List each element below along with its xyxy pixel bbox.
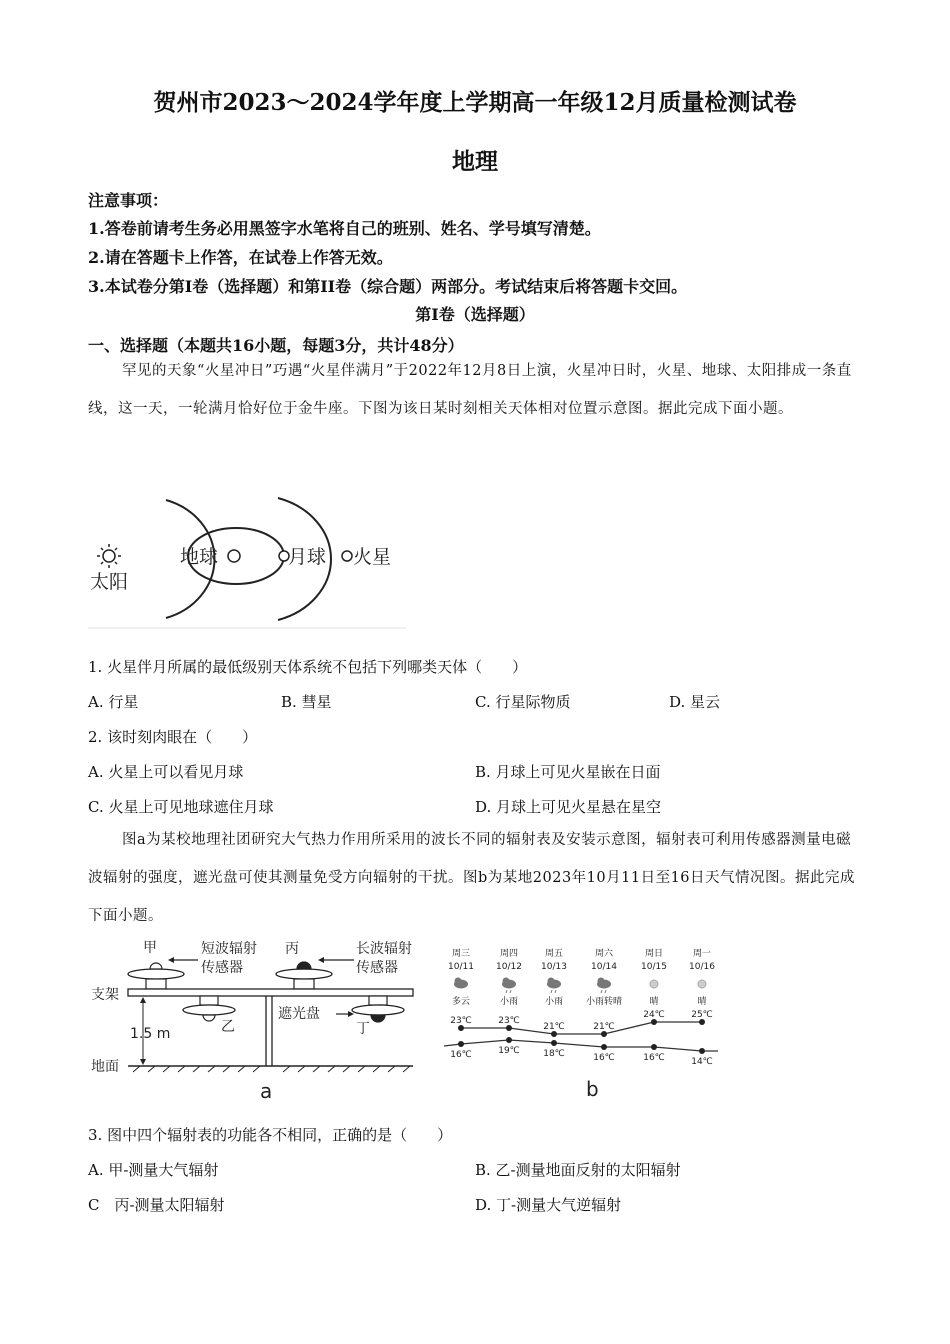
weather-day xyxy=(448,948,474,1007)
weather-label: 小雨 xyxy=(499,997,519,1007)
weather-label: 小雨转晴 xyxy=(585,997,623,1007)
question-1-option-c[interactable]: C. 行星际物质 xyxy=(475,693,571,711)
date-label: 10/14 xyxy=(591,962,617,972)
low-temp-label: 14℃ xyxy=(691,1057,713,1067)
ground-label: 地面 xyxy=(91,1059,119,1075)
question-2-stem: 2. 该时刻肉眼在（ ） xyxy=(88,728,258,746)
cloud-icon xyxy=(454,978,468,989)
ground-hatching xyxy=(133,1066,410,1072)
sun-icon xyxy=(698,980,706,988)
arrow-head xyxy=(140,1059,146,1065)
low-temp-label: 19℃ xyxy=(498,1046,520,1056)
weather-day xyxy=(641,948,667,1007)
notes-heading: 注意事项： xyxy=(88,191,169,210)
low-temp-point xyxy=(506,1037,512,1043)
rain-icon xyxy=(547,978,561,994)
weekday-label: 周五 xyxy=(544,949,564,959)
radiometer-ding xyxy=(352,996,404,1022)
low-temp-label: 16℃ xyxy=(450,1050,472,1060)
label-jia: 甲 xyxy=(143,940,157,956)
weekday-label: 周六 xyxy=(594,949,614,959)
low-temp-label: 16℃ xyxy=(643,1053,665,1063)
weekday-label: 周日 xyxy=(644,949,664,959)
low-temp-point xyxy=(458,1041,464,1047)
note-item: 2.请在答题卡上作答，在试卷上作答无效。 xyxy=(88,248,393,267)
date-label: 10/11 xyxy=(448,962,474,972)
sun-icon xyxy=(97,544,121,568)
high-temp-line xyxy=(461,1022,702,1034)
sun-label: 太阳 xyxy=(90,571,129,593)
date-label: 10/12 xyxy=(496,962,522,972)
low-temp-point xyxy=(601,1044,607,1050)
date-label: 10/16 xyxy=(689,962,715,972)
question-1-stem: 1. 火星伴月所属的最低级别天体系统不包括下列哪类天体（ ） xyxy=(88,658,528,676)
section-heading: 一、选择题（本题共16小题，每题3分，共计48分） xyxy=(88,336,464,355)
note-item: 1.答卷前请考生务必用黑签字水笔将自己的班别、姓名、学号填写清楚。 xyxy=(88,219,601,238)
exam-title: 贺州市2023～2024学年度上学期高一年级12月质量检测试卷 xyxy=(153,89,797,116)
question-3-stem: 3. 图中四个辐射表的功能各不相同，正确的是（ ） xyxy=(88,1126,453,1144)
bracket-label: 支架 xyxy=(91,987,119,1003)
question-3-option-a[interactable]: A. 甲-测量大气辐射 xyxy=(88,1161,219,1179)
figure-b-caption: b xyxy=(586,1077,599,1101)
passage-1: 罕见的天象“火星冲日”巧遇“火星伴满月”于2022年12月8日上演，火星冲日时，火星、地球、太阳排成一条直线，这一天，一轮满月恰好位于金牛座。下图为该日某时刻相关天体相对位置示意图。据此完成下面小题。 xyxy=(88,363,852,417)
passage-2: 图a为某校地理社团研究大气热力作用所采用的波长不同的辐射表及安装示意图，辐射表可利用传感器测量电磁波辐射的强度，遮光盘可使其测量免受方向辐射的干扰。图b为某地2023年10月11日至16日天气情况图。据此完成下面小题。 xyxy=(88,832,856,924)
question-3-option-d[interactable]: D. 丁-测量大气逆辐射 xyxy=(475,1196,622,1214)
label-yi: 乙 xyxy=(221,1019,235,1035)
question-1-option-a[interactable]: A. 行星 xyxy=(88,693,139,711)
weather-label: 多云 xyxy=(451,997,471,1007)
height-label: 1.5 m xyxy=(130,1026,171,1042)
question-2-option-d[interactable]: D. 月球上可见火星悬在星空 xyxy=(475,798,662,816)
low-temp-point xyxy=(551,1040,557,1046)
label-ding: 丁 xyxy=(356,1021,370,1037)
moon-label: 月球 xyxy=(288,546,327,568)
weather-label: 晴 xyxy=(697,997,707,1007)
earth-icon xyxy=(228,550,240,562)
weekday-label: 周四 xyxy=(499,949,519,959)
low-temp-line xyxy=(444,1040,718,1051)
low-temp-point xyxy=(651,1044,657,1050)
short-wave-label-2: 传感器 xyxy=(201,960,243,976)
subject-title: 地理 xyxy=(452,148,498,175)
weekday-label: 周三 xyxy=(451,949,471,959)
weather-label: 晴 xyxy=(649,997,659,1007)
question-3-option-b[interactable]: B. 乙-测量地面反射的太阳辐射 xyxy=(475,1161,681,1179)
radiometer-jia xyxy=(128,963,184,989)
question-2-option-c[interactable]: C. 火星上可见地球遮住月球 xyxy=(88,798,274,816)
question-2-option-b[interactable]: B. 月球上可见火星嵌在日面 xyxy=(475,763,661,781)
low-temp-label: 16℃ xyxy=(593,1053,615,1063)
label-bing: 丙 xyxy=(285,941,299,957)
weather-day xyxy=(586,948,622,1007)
date-label: 10/15 xyxy=(641,962,667,972)
note-item: 3.本试卷分第I卷（选择题）和第II卷（综合题）两部分。考试结束后将答题卡交回。 xyxy=(88,277,688,296)
radiometer-yi xyxy=(183,996,235,1021)
question-2-option-a[interactable]: A. 火星上可以看见月球 xyxy=(88,763,244,781)
long-wave-label: 长波辐射 xyxy=(356,941,412,957)
arrow-head xyxy=(318,957,324,963)
high-temp-label: 21℃ xyxy=(593,1022,615,1032)
question-1-option-b[interactable]: B. 彗星 xyxy=(281,693,332,711)
radiometer-bing xyxy=(276,962,332,989)
rain-icon xyxy=(597,978,611,994)
high-temp-label: 23℃ xyxy=(498,1016,520,1026)
arrow-head xyxy=(140,997,146,1003)
short-wave-label: 短波辐射 xyxy=(201,941,257,957)
figure-a-caption: a xyxy=(260,1079,273,1103)
part-title: 第I卷（选择题） xyxy=(415,305,535,324)
figure-a-radiometer xyxy=(88,936,418,1108)
question-1-option-d[interactable]: D. 星云 xyxy=(669,693,721,711)
weekday-label: 周一 xyxy=(692,949,712,959)
bracket-beam xyxy=(128,989,413,996)
date-label: 10/13 xyxy=(541,962,567,972)
weather-day xyxy=(496,948,522,1007)
sun-icon xyxy=(650,980,658,988)
low-temp-point xyxy=(699,1048,705,1054)
question-3-option-c[interactable]: C 丙-测量太阳辐射 xyxy=(88,1196,225,1214)
high-temp-label: 23℃ xyxy=(450,1016,472,1026)
high-temp-label: 21℃ xyxy=(543,1022,565,1032)
weather-day xyxy=(689,948,715,1007)
mars-icon xyxy=(342,551,352,561)
figure-celestial-positions xyxy=(88,490,408,630)
arrow-head xyxy=(168,957,174,963)
mars-label: 火星 xyxy=(353,546,392,568)
weather-day xyxy=(541,948,567,1007)
shade-label: 遮光盘 xyxy=(278,1006,320,1022)
low-temp-label: 18℃ xyxy=(543,1049,565,1059)
weather-label: 小雨 xyxy=(544,997,564,1007)
earth-label: 地球 xyxy=(180,546,219,568)
long-wave-label-2: 传感器 xyxy=(356,960,398,976)
figure-b-weather xyxy=(436,944,726,1104)
rain-icon xyxy=(502,978,516,994)
high-temp-label: 25℃ xyxy=(691,1010,713,1020)
high-temp-label: 24℃ xyxy=(643,1010,665,1020)
